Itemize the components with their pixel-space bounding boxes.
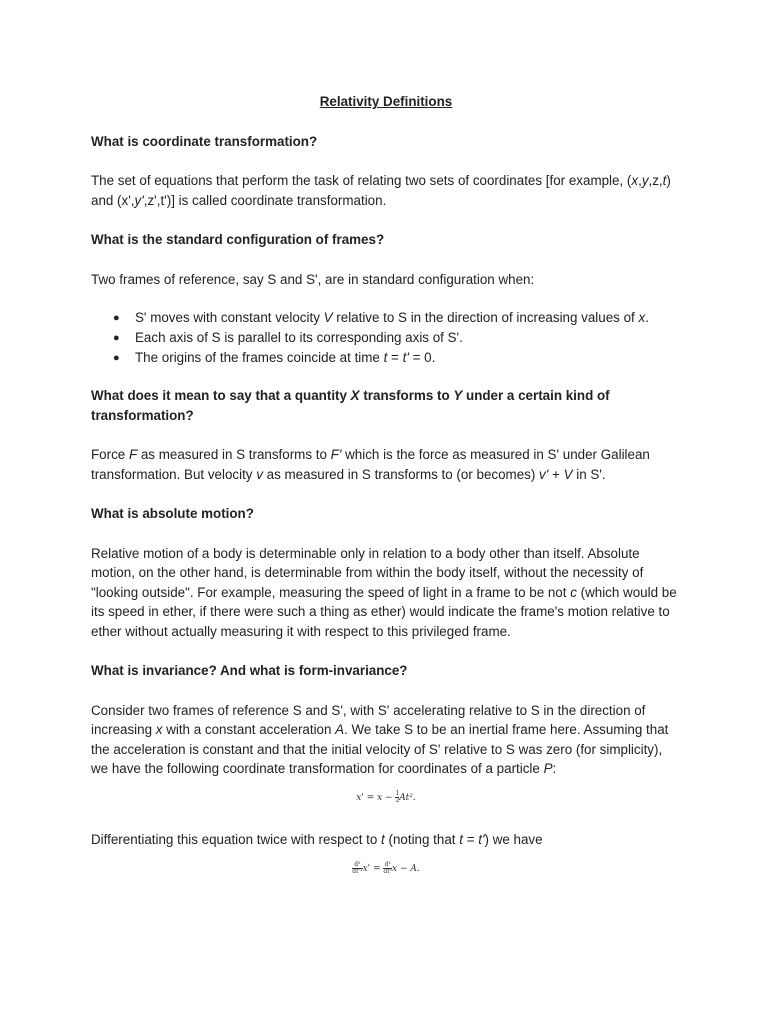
heading-invariance: What is invariance? And what is form-invariance?	[91, 663, 408, 678]
paragraph-absolute-motion: Relative motion of a body is determinable only in relation to a body other than itself. Absolute motion, on the other hand, is determinable from within the body itself, without the necessity of "looking outside". For example, measuring the speed of light in a frame to be not c (which would be its speed in ether, if there were such a thing as ether) would indicate the frame's motion relative to ether without actually measuring it with respect to this privileged frame.	[91, 545, 677, 639]
paragraph-standard-configuration-intro: Two frames of reference, say S and S', are in standard configuration when:	[91, 271, 535, 287]
paragraph-coordinate-transformation: The set of equations that perform the task of relating two sets of coordinates [for example, (x,y,z,t) and (x',y',z',t')] is called coordinate transformation.	[91, 173, 671, 208]
fraction: $\frac{\text{d²}}{\text{dt'²}}$	[352, 860, 363, 875]
heading-coordinate-transformation: What is coordinate transformation?	[91, 133, 318, 149]
document-body	[91, 92, 681, 879]
equation-second-derivative: $\frac{\text{d²}}{\text{dt'²}}$ x' = $\frac{\text{d²}}{\text{dt²}}$ x − A.	[352, 860, 420, 875]
paragraph-transforms-to: Force F as measured in S transforms to F' which is the force as measured in S' under Galilean transformation. But velocity v as measured in S transforms to (or becomes) v' + V in S'.	[91, 447, 650, 482]
fraction: $\frac{\text{d²}}{\text{dt²}}$	[383, 860, 393, 875]
heading-standard-configuration: What is the standard configuration of frames?	[91, 232, 385, 247]
paragraph-differentiating: Differentiating this equation twice with respect to t (noting that t = t') we have	[91, 832, 543, 847]
fraction: $\frac{1}{2}$	[395, 789, 400, 804]
page-title: Relativity Definitions	[319, 94, 453, 109]
standard-configuration-list	[91, 308, 681, 368]
list-item: ● S' moves with constant velocity V relative to S in the direction of increasing values of x.	[113, 310, 649, 325]
heading-absolute-motion: What is absolute motion?	[91, 506, 254, 521]
paragraph-invariance: Consider two frames of reference S and S', with S' accelerating relative to S in the direction of increasing x with a constant acceleration A. We take S to be an inertial frame here. Assuming that the acceleration is constant and that the initial velocity of S' relative to S was zero (for simplicity), we have the following coordinate transformation for coordinates of a particle P:	[91, 702, 669, 776]
list-item: ● Each axis of S is parallel to its corresponding axis of S'.	[113, 330, 463, 345]
equation-coordinate-transformation: x' = x − $\frac{1}{2}$ At².	[356, 789, 416, 804]
list-item: ● The origins of the frames coincide at time t = t' = 0.	[113, 350, 436, 365]
heading-transforms-to: What does it mean to say that a quantity X transforms to Y under a certain kind of transformation?	[91, 388, 610, 423]
